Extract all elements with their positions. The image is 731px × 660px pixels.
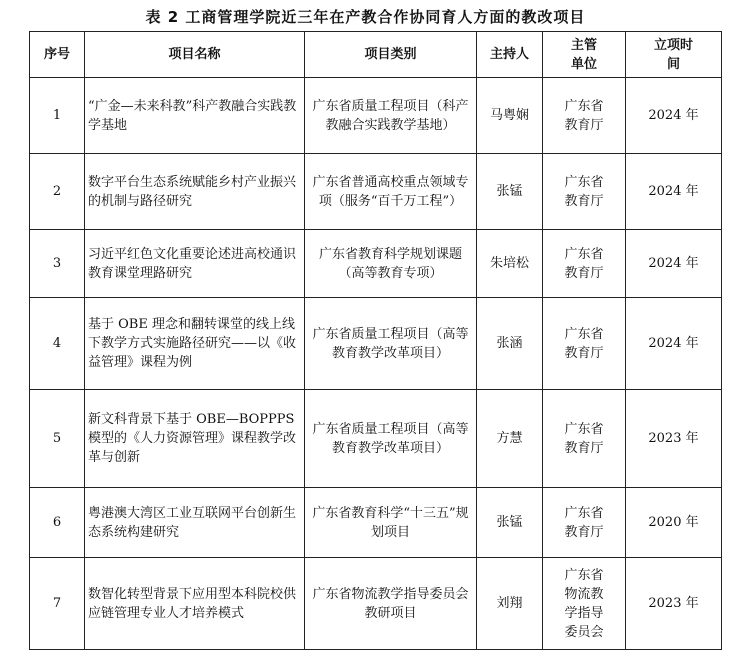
cell-unit: 广东省教育厅	[543, 230, 626, 298]
cell-unit: 广东省教育厅	[543, 154, 626, 230]
header-host: 主持人	[477, 32, 543, 78]
cell-index: 4	[30, 298, 85, 390]
cell-host: 张锰	[477, 488, 543, 558]
cell-index: 3	[30, 230, 85, 298]
cell-unit: 广东省物流教学指导委员会	[543, 558, 626, 650]
cell-category: 广东省教育科学“十三五”规划项目	[305, 488, 477, 558]
projects-table	[29, 31, 722, 650]
table-row	[30, 488, 722, 558]
cell-unit: 广东省教育厅	[543, 488, 626, 558]
cell-category: 广东省教育科学规划课题（高等教育专项）	[305, 230, 477, 298]
header-index: 序号	[30, 32, 85, 78]
table-row	[30, 558, 722, 650]
cell-host: 张涵	[477, 298, 543, 390]
cell-category: 广东省质量工程项目（科产教融合实践教学基地）	[305, 78, 477, 154]
cell-year: 2024 年	[626, 298, 722, 390]
cell-year: 2024 年	[626, 78, 722, 154]
table-row	[30, 230, 722, 298]
cell-index: 5	[30, 390, 85, 488]
cell-unit: 广东省教育厅	[543, 298, 626, 390]
cell-index: 2	[30, 154, 85, 230]
cell-index: 1	[30, 78, 85, 154]
cell-year: 2023 年	[626, 390, 722, 488]
cell-name: 新文科背景下基于 OBE—BOPPPS 模型的《人力资源管理》课程教学改革与创新	[85, 390, 305, 488]
header-category: 项目类别	[305, 32, 477, 78]
header-row	[30, 32, 722, 78]
header-unit: 主管单位	[543, 32, 626, 78]
cell-name: 习近平红色文化重要论述进高校通识教育课堂理路研究	[85, 230, 305, 298]
cell-index: 7	[30, 558, 85, 650]
cell-category: 广东省普通高校重点领域专项（服务“百千万工程”）	[305, 154, 477, 230]
cell-host: 朱培松	[477, 230, 543, 298]
cell-name: 数智化转型背景下应用型本科院校供应链管理专业人才培养模式	[85, 558, 305, 650]
cell-year: 2024 年	[626, 230, 722, 298]
header-year: 立项时间	[626, 32, 722, 78]
cell-category: 广东省物流教学指导委员会教研项目	[305, 558, 477, 650]
cell-name: 数字平台生态系统赋能乡村产业振兴的机制与路径研究	[85, 154, 305, 230]
cell-name: 粤港澳大湾区工业互联网平台创新生态系统构建研究	[85, 488, 305, 558]
cell-host: 张锰	[477, 154, 543, 230]
cell-host: 方慧	[477, 390, 543, 488]
cell-unit: 广东省教育厅	[543, 78, 626, 154]
cell-host: 刘翔	[477, 558, 543, 650]
cell-name: 基于 OBE 理念和翻转课堂的线上线下教学方式实施路径研究——以《收益管理》课程为例	[85, 298, 305, 390]
table-row	[30, 154, 722, 230]
cell-category: 广东省质量工程项目（高等教育教学改革项目）	[305, 298, 477, 390]
header-name: 项目名称	[85, 32, 305, 78]
cell-year: 2024 年	[626, 154, 722, 230]
cell-name: “广金—未来科教”科产教融合实践教学基地	[85, 78, 305, 154]
table-row	[30, 78, 722, 154]
cell-index: 6	[30, 488, 85, 558]
cell-year: 2020 年	[626, 488, 722, 558]
cell-unit: 广东省教育厅	[543, 390, 626, 488]
table-caption: 表 2 工商管理学院近三年在产教合作协同育人方面的教改项目	[145, 8, 586, 26]
cell-year: 2023 年	[626, 558, 722, 650]
cell-category: 广东省质量工程项目（高等教育教学改革项目）	[305, 390, 477, 488]
table-row	[30, 298, 722, 390]
table-row	[30, 390, 722, 488]
cell-host: 马粤娴	[477, 78, 543, 154]
